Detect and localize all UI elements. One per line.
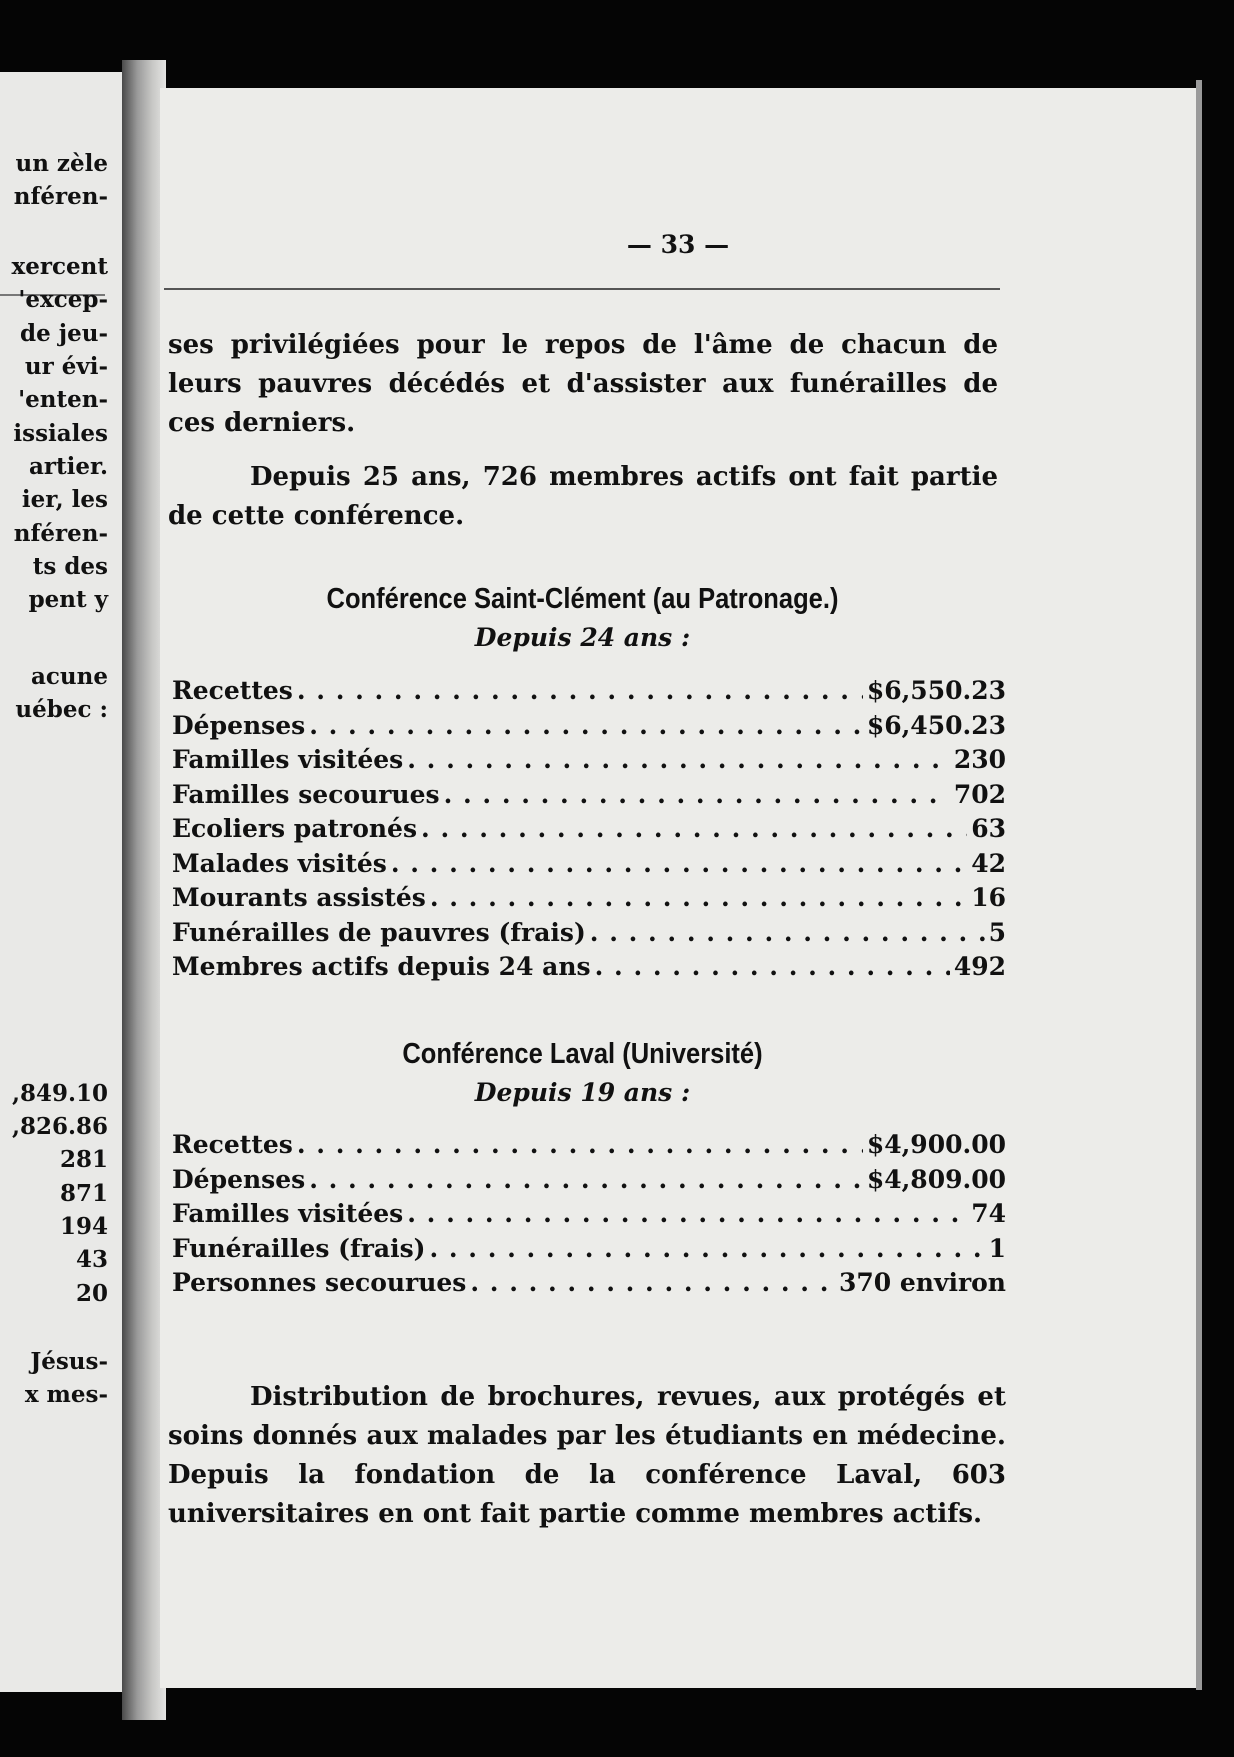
ledger-label: Dépenses — [172, 1164, 306, 1194]
ledger-label: Mourants assistés — [172, 883, 426, 912]
left-page-line: 43 — [75, 1246, 108, 1273]
ledger-value: $6,550.23 — [866, 676, 1006, 705]
left-page-line: 281 — [59, 1146, 108, 1173]
ledger-row — [172, 814, 1006, 849]
ledger-value: $4,900.00 — [866, 1130, 1006, 1159]
left-page-line: uébec : — [15, 696, 108, 723]
leader-dots — [391, 849, 967, 878]
left-page-line: 'enten- — [18, 386, 108, 413]
section-title-saint-clement: Conférence Saint-Clément (au Patronage.) — [326, 583, 839, 615]
left-page-line: 20 — [75, 1280, 108, 1307]
ledger-label: Ecoliers patronés — [172, 814, 418, 843]
ledger-value: 702 — [953, 779, 1006, 809]
ledger-label: Familles visitées — [172, 1199, 404, 1228]
ledger-value: 5 — [988, 917, 1006, 947]
ledger-row — [172, 883, 1006, 918]
ledger-row — [172, 711, 1006, 746]
left-page-line: 871 — [59, 1180, 108, 1207]
left-page-line: ts des — [32, 553, 108, 580]
leader-dots — [429, 1234, 984, 1263]
ledger-value: 42 — [971, 848, 1006, 878]
ledger-label: Dépenses — [172, 710, 306, 740]
section-subtitle-laval: Depuis 19 ans : — [474, 1078, 691, 1107]
left-page-line: ,826.86 — [11, 1113, 108, 1140]
leader-dots — [309, 1165, 863, 1194]
ledger-row — [172, 780, 1006, 815]
leader-dots — [590, 918, 985, 947]
ledger-row — [172, 1234, 1006, 1269]
leader-dots — [407, 1199, 967, 1228]
paragraph-continued: ses privilégiées pour le repos de l'âme de chacun de leurs pauvres décédés et d'assister aux funérailles de ces derniers. — [168, 330, 998, 438]
ledger-row — [172, 1199, 1006, 1234]
ledger-label: Recettes — [172, 1130, 293, 1159]
ledger-saint-clement — [172, 676, 1006, 987]
ledger-row — [172, 1130, 1006, 1165]
leader-dots — [444, 780, 950, 809]
ledger-label: Funérailles (frais) — [172, 1233, 426, 1263]
ledger-label: Malades visités — [172, 848, 387, 878]
ledger-value: $4,809.00 — [866, 1164, 1006, 1194]
ledger-label: Familles secourues — [172, 779, 440, 809]
leader-dots — [470, 1268, 835, 1297]
left-page-line: pent y — [28, 586, 108, 613]
left-page-line: nféren- — [13, 183, 108, 210]
left-page-line: issiales — [13, 420, 108, 447]
left-page-line: xercent — [11, 253, 108, 280]
left-page-line: un zèle — [15, 150, 108, 177]
ledger-label: Familles visitées — [172, 745, 404, 774]
left-page-line: Jésus- — [30, 1348, 108, 1375]
left-page-line: 194 — [59, 1213, 108, 1240]
ledger-row — [172, 1165, 1006, 1200]
closing-paragraph: Distribution de brochures, revues, aux protégés et soins donnés aux malades par les étudiants en médecine. Depuis la fondation de la conférence Laval, 603 universitaires en ont fait partie comme membres actifs. — [168, 1382, 1006, 1529]
header-rule — [164, 288, 1000, 290]
ledger-label: Funérailles de pauvres (frais) — [172, 917, 586, 947]
ledger-laval — [172, 1130, 1006, 1303]
leader-dots — [407, 745, 950, 774]
ledger-value: 370 environ — [838, 1268, 1006, 1297]
ledger-value: 1 — [988, 1233, 1006, 1263]
ledger-label: Personnes secourues — [172, 1268, 467, 1297]
leader-dots — [595, 952, 950, 981]
page-edge — [1196, 80, 1202, 1690]
paragraph-members: Depuis 25 ans, 726 membres actifs ont fait partie de cette conférence. — [168, 462, 998, 531]
leader-dots — [421, 814, 967, 843]
ledger-value: 16 — [971, 883, 1006, 912]
section-subtitle-saint-clement: Depuis 24 ans : — [474, 623, 691, 652]
ledger-label: Membres actifs depuis 24 ans — [172, 952, 591, 981]
page-number: — 33 — — [626, 230, 730, 259]
ledger-row — [172, 745, 1006, 780]
ledger-row — [172, 918, 1006, 953]
left-page-line: ier, les — [21, 486, 108, 513]
leader-dots — [309, 711, 863, 740]
ledger-value: 74 — [971, 1199, 1006, 1228]
ledger-value: 230 — [953, 745, 1006, 774]
leader-dots — [297, 676, 863, 705]
ledger-row — [172, 849, 1006, 884]
ledger-row — [172, 1268, 1006, 1303]
ledger-row — [172, 952, 1006, 987]
left-page-line: ,849.10 — [11, 1080, 108, 1107]
left-page-line: de jeu- — [20, 320, 108, 347]
ledger-value: 492 — [953, 952, 1006, 981]
ledger-label: Recettes — [172, 676, 293, 705]
left-page-line: x mes- — [24, 1381, 108, 1408]
book-page — [160, 88, 1196, 1688]
left-page-line: acune — [31, 663, 108, 690]
leader-dots — [297, 1130, 863, 1159]
previous-page-fragment — [0, 72, 122, 1692]
left-page-line: ur évi- — [24, 353, 108, 380]
ledger-row — [172, 676, 1006, 711]
ledger-value: $6,450.23 — [866, 710, 1006, 740]
leader-dots — [430, 883, 967, 912]
left-page-line: artier. — [28, 453, 108, 480]
left-page-line: 'excep- — [18, 286, 108, 313]
section-title-laval: Conférence Laval (Université) — [402, 1038, 763, 1070]
ledger-value: 63 — [971, 814, 1006, 843]
left-page-line: nféren- — [13, 520, 108, 547]
